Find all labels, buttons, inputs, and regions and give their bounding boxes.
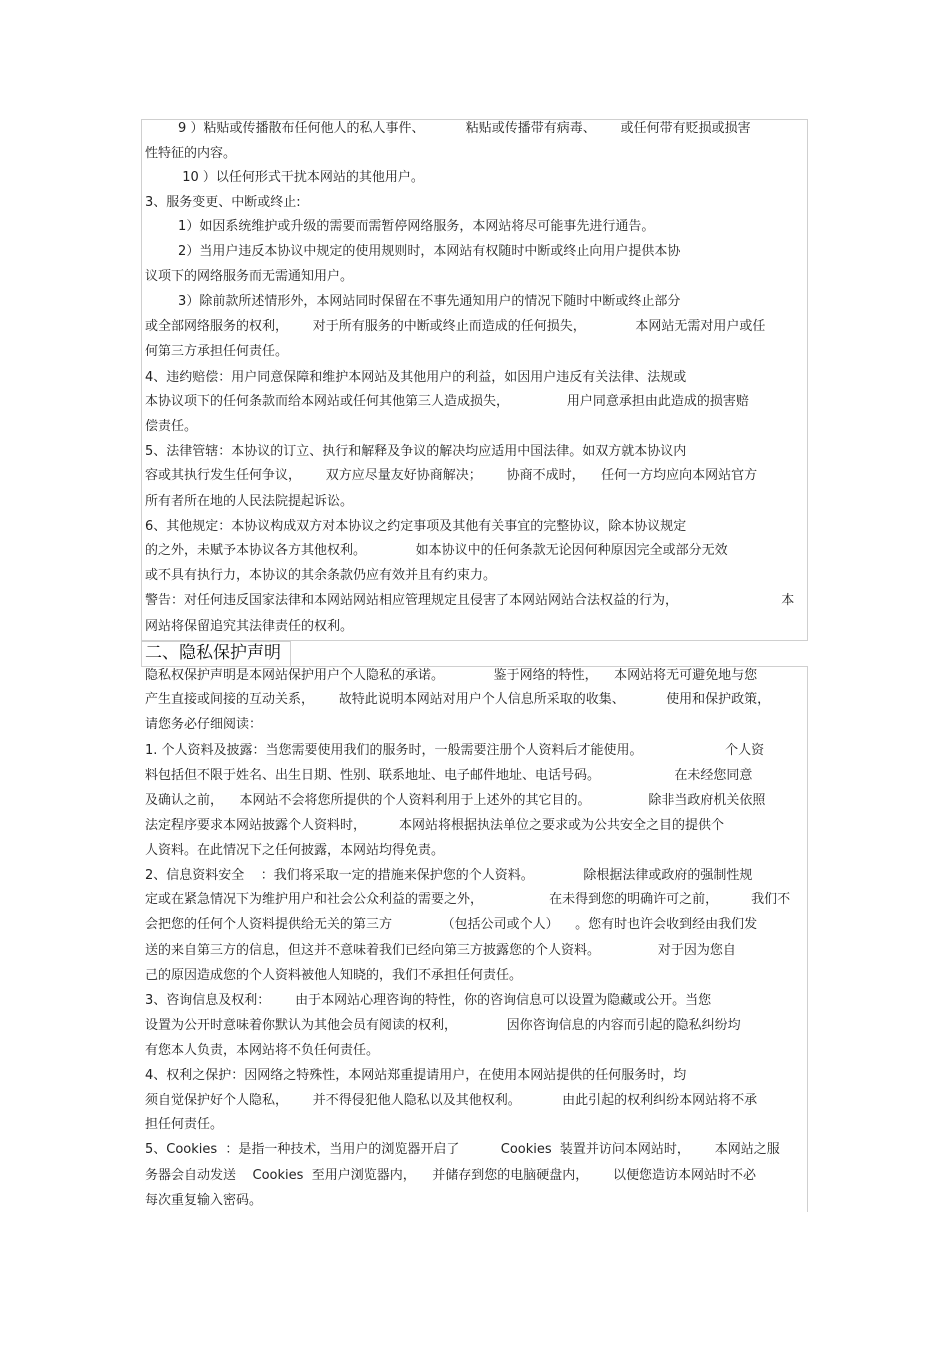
text-line: 有您本人负责，本网站将不负任何责任。	[145, 1043, 380, 1058]
text-line: 设置为公开时意味着你默认为其他会员有阅读的权利， 因你咨询信息的内容而引起的隐私纠纷均	[145, 1018, 741, 1033]
text-line: 何第三方承担任何责任。	[145, 344, 289, 359]
section-title-privacy: 二、隐私保护声明	[145, 643, 281, 663]
text-line: 1）如因系统维护或升级的需要而需暂停网络服务，本网站将尽可能事先进行通告。	[145, 219, 655, 234]
text-line: 性特征的内容。	[145, 146, 237, 161]
text-line: 法定程序要求本网站披露个人资料时， 本网站将根据执法单位之要求或为公共安全之目的提供个	[145, 818, 725, 833]
text-line: 2、信息资料安全 ：我们将采取一定的措施来保护您的个人资料。 除根据法律或政府的强制性规	[145, 868, 753, 883]
text-line: 会把您的任何个人资料提供给无关的第三方 （包括公司或个人） 。您有时也许会收到经由我们发	[145, 917, 758, 932]
text-line: 偿责任。	[145, 419, 198, 434]
text-line: 产生直接或间接的互动关系， 故特此说明本网站对用户个人信息所采取的收集、 使用和保护政策，	[145, 692, 771, 707]
text-line: 5、法律管辖：本协议的订立、执行和解释及争议的解决均应适用中国法律。如双方就本协议内	[145, 444, 687, 459]
text-line: 容或其执行发生任何争议， 双方应尽量友好协商解决； 协商不成时， 任何一方均应向本网站官方	[145, 468, 758, 483]
text-line: 送的来自第三方的信息，但这并不意味着我们已经向第三方披露您的个人资料。 对于因为您自	[145, 943, 736, 958]
text-line: 网站将保留追究其法律责任的权利。	[145, 619, 354, 634]
text-line: 1. 个人资料及披露：当您需要使用我们的服务时，一般需要注册个人资料后才能使用。 个人资	[145, 743, 765, 758]
text-line: 3、服务变更、中断或终止:	[145, 195, 301, 210]
text-line: 2）当用户违反本协议中规定的使用规则时，本网站有权随时中断或终止向用户提供本协	[145, 244, 681, 259]
text-line: 6、其他规定：本协议构成双方对本协议之约定事项及其他有关事宜的完整协议，除本协议规定	[145, 519, 687, 534]
text-line: 定或在紧急情况下为维护用户和社会公众利益的需要之外， 在未得到您的明确许可之前， 我们不	[145, 892, 791, 907]
text-line: 须自觉保护好个人隐私， 并不得侵犯他人隐私以及其他权利。 由此引起的权利纠纷本网站将不承	[145, 1093, 758, 1108]
text-line: 或全部网络服务的权利， 对于所有服务的中断或终止而造成的任何损失， 本网站无需对用户或任	[145, 319, 766, 334]
text-line: 担任何责任。	[145, 1117, 224, 1132]
text-line: 的之外，未赋予本协议各方其他权利。 如本协议中的任何条款无论因何种原因完全或部分无效	[145, 543, 728, 558]
text-line: 人资料。在此情况下之任何披露，本网站均得免责。	[145, 843, 445, 858]
text-line: 议项下的网络服务而无需通知用户。	[145, 269, 354, 284]
text-line: 警告：对任何违反国家法律和本网站网站相应管理规定且侵害了本网站网站合法权益的行为， 本	[145, 593, 795, 608]
text-line: 9 ）粘贴或传播散布任何他人的私人事件、 粘贴或传播带有病毒、 或任何带有贬损或损害	[145, 121, 751, 136]
text-line: 每次重复输入密码。	[145, 1193, 263, 1208]
text-line: 隐私权保护声明是本网站保护用户个人隐私的承诺。 鉴于网络的特性， 本网站将无可避免地与您	[145, 668, 758, 683]
text-line: 及确认之前， 本网站不会将您所提供的个人资料利用于上述外的其它目的。 除非当政府机关依照	[145, 793, 766, 808]
text-line: 5、Cookies ：是指一种技术，当用户的浏览器开启了 Cookies 装置并访问本网站时， 本网站之服	[145, 1142, 780, 1157]
text-line: 请您务必仔细阅读：	[145, 717, 263, 732]
text-line: 3）除前款所述情形外，本网站同时保留在不事先通知用户的情况下随时中断或终止部分	[145, 294, 681, 309]
text-line: 己的原因造成您的个人资料被他人知晓的，我们不承担任何责任。	[145, 968, 523, 983]
text-line: 10 ）以任何形式干扰本网站的其他用户。	[145, 170, 424, 185]
text-line: 所有者所在地的人民法院提起诉讼。	[145, 494, 354, 509]
text-line: 务器会自动发送 Cookies 至用户浏览器内， 并储存到您的电脑硬盘内， 以便您造访本网站时不必	[145, 1168, 757, 1183]
text-line: 或不具有执行力，本协议的其余条款仍应有效并且有约束力。	[145, 568, 497, 583]
text-line: 料包括但不限于姓名、出生日期、性别、联系地址、电子邮件地址、电话号码。 在未经您同意	[145, 768, 753, 783]
text-line: 3、咨询信息及权利： 由于本网站心理咨询的特性，你的咨询信息可以设置为隐藏或公开。当您	[145, 993, 712, 1008]
text-line: 4、权利之保护：因网络之特殊性，本网站郑重提请用户，在使用本网站提供的任何服务时，均	[145, 1068, 687, 1083]
text-line: 本协议项下的任何条款而给本网站或任何其他第三人造成损失， 用户同意承担由此造成的损害赔	[145, 394, 749, 409]
text-line: 4、违约赔偿：用户同意保障和维护本网站及其他用户的利益，如因用户违反有关法律、法规或	[145, 370, 687, 385]
